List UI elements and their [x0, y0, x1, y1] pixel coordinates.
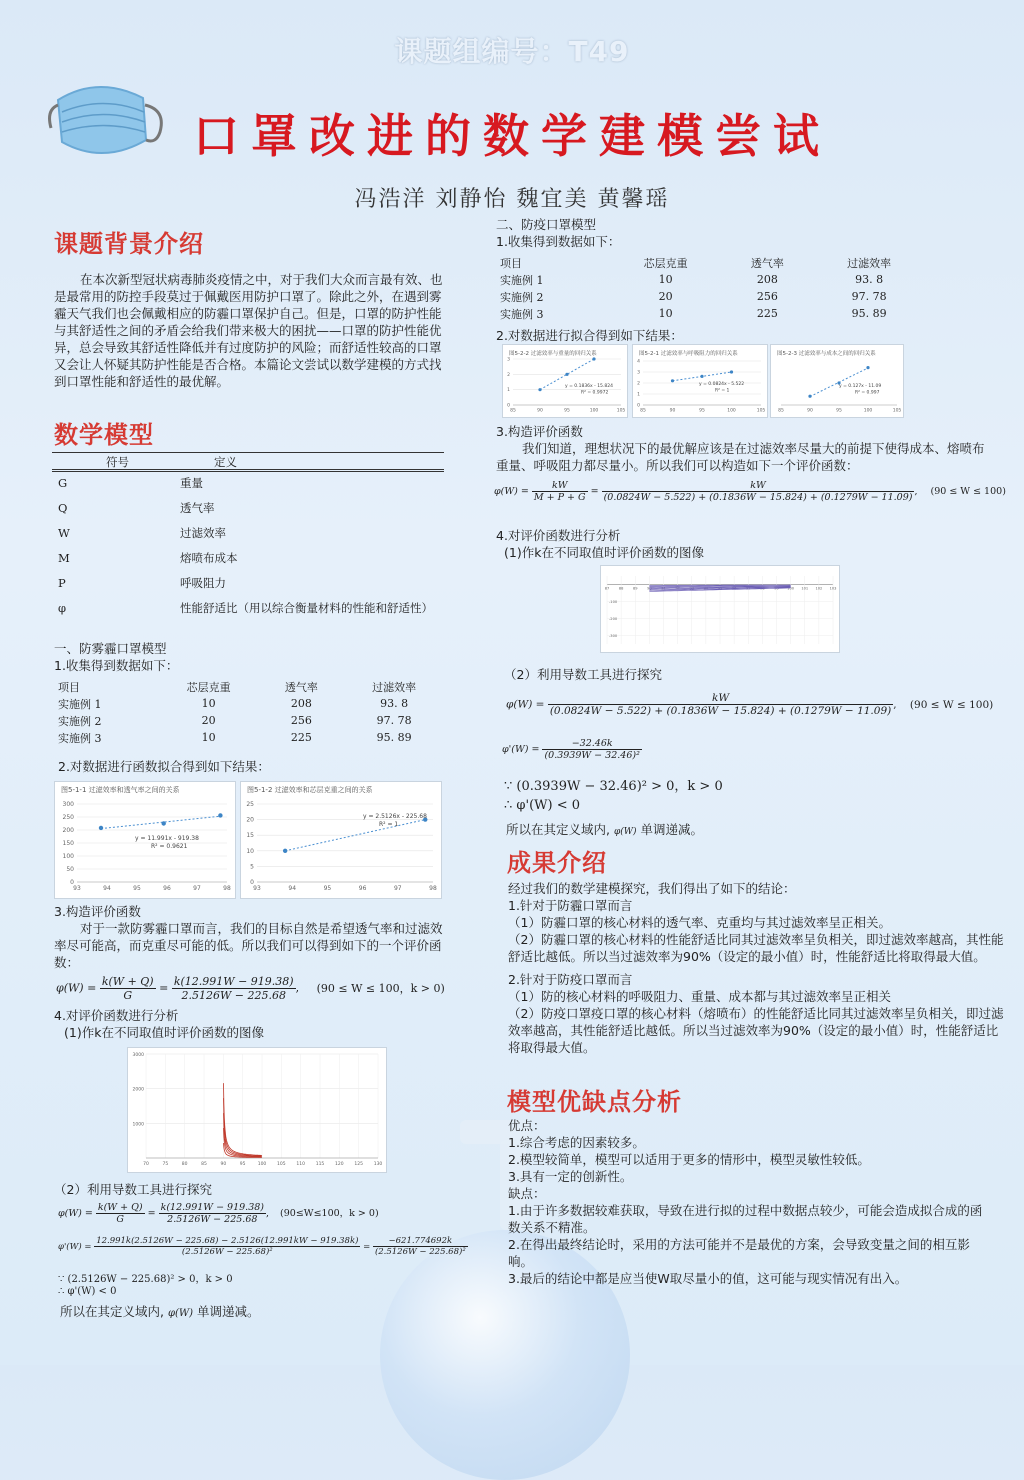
table-row — [496, 271, 926, 288]
table-cell: 实施例 3 — [58, 731, 102, 745]
evaluation-list — [508, 1117, 988, 1287]
y-tick-label: 10 — [246, 847, 254, 855]
fit-chart-cost — [770, 344, 904, 418]
table-cell: 10 — [201, 697, 216, 710]
fit-chart-weight — [240, 781, 442, 899]
data-point — [866, 366, 869, 369]
epidemic-heading: 二、防疫口罩模型 — [496, 217, 597, 232]
epidemic-derivative: φ'(W) = $\frac{-32.46k}{\text{(0.3939W − 32.46)²}}$ — [502, 738, 640, 761]
table-cell: 97. 78 — [851, 290, 887, 303]
table-cell: 256 — [756, 290, 778, 303]
smog-eval-repeat-domain: (90≤W≤100，k > 0) — [280, 1208, 379, 1219]
smog-step1: 1.收集得到数据如下： — [54, 658, 179, 673]
y-tick-label: 0 — [250, 879, 254, 886]
x-tick-label: 105 — [892, 408, 902, 414]
smog-eval-repeat-den1: G — [116, 1214, 124, 1225]
x-tick-label: 95 — [323, 885, 332, 892]
chart-title: 图5-2-3 过滤效率与成本之间的回归关系 — [777, 351, 876, 357]
table-header-cell: 项目 — [500, 256, 522, 270]
table-cell: 93. 8 — [855, 273, 884, 286]
table-cell: 实施例 2 — [500, 290, 544, 304]
table-header-cell: 透气率 — [750, 256, 784, 270]
smog-step4b: （2）利用导数工具进行探究 — [54, 1182, 212, 1197]
trend-r2: R² = 1 — [715, 388, 730, 394]
epi-d-den: (0.3939W − 32.46)² — [544, 750, 640, 761]
table-header-cell: 芯层克重 — [186, 680, 231, 694]
x-tick-label: 96 — [731, 586, 737, 591]
symbol-cell: Q — [58, 500, 68, 515]
trend-equation: y = 2.5126x - 225.68 — [363, 813, 427, 820]
pros-label: 优点： — [508, 1118, 546, 1133]
x-tick-label: 100 — [589, 408, 599, 414]
x-tick-label: 88 — [618, 586, 624, 591]
section-title-background: 课题背景介绍 — [54, 230, 204, 258]
symbol-row — [52, 520, 444, 545]
smog-step3: 3.构造评价函数 — [54, 904, 141, 919]
eval-lhs: φ(W) = — [56, 981, 97, 995]
table-cell: 20 — [658, 290, 673, 303]
x-tick-label: 95 — [836, 408, 842, 414]
y-tick-label: -300 — [609, 634, 618, 638]
x-tick-label: 97 — [745, 586, 751, 591]
data-point — [808, 395, 811, 398]
epidemic-step1: 1.收集得到数据如下： — [496, 234, 621, 249]
smog-conclusion-func: φ(W) — [167, 1308, 194, 1319]
data-point — [565, 373, 568, 376]
y-tick-label: 0 — [507, 403, 510, 409]
epi-eval-repeat-domain: (90 ≤ W ≤ 100) — [909, 698, 994, 711]
y-tick-label: 50 — [66, 866, 74, 873]
y-tick-label: 0 — [70, 879, 74, 886]
epi-d-num: −32.46k — [542, 738, 641, 750]
epi-eval-repeat-den: (0.0824W − 5.522) + (0.1836W − 15.824) + (0.1279W − 11.09) — [549, 705, 892, 717]
table-cell: 208 — [756, 273, 778, 286]
result-line: （2）防疫口罩疫口罩的核心材料（熔喷布）的性能舒适比同其过滤效率呈负相关，即过滤效率越高，其性能舒适比越低。所以当过滤效率为90%（设定的最小值）时，性能舒适比将取得最大值。 — [508, 1006, 1004, 1055]
x-tick-label: 95 — [564, 408, 570, 414]
x-tick-label: 103 — [829, 586, 837, 591]
x-tick-label: 110 — [296, 1162, 305, 1167]
x-tick-label: 85 — [510, 408, 516, 414]
fit-chart-weight-epidemic — [502, 344, 628, 418]
eval-num1: k(W + Q) — [101, 975, 154, 988]
epidemic-since: ∵ (0.3939W − 32.46)² > 0，k > 0 — [504, 779, 723, 794]
smog-eval-repeat-den2: 2.5126W − 225.68 — [167, 1214, 258, 1225]
definition-cell: 透气率 — [180, 500, 215, 515]
x-tick-label: 100 — [257, 1162, 267, 1167]
page-title: 口罩改进的数学建模尝试 — [193, 109, 831, 163]
y-tick-label: 0 — [637, 403, 640, 409]
table-cell: 实施例 1 — [500, 273, 544, 287]
authors: 冯浩洋 刘静怡 魏宜美 黄馨瑶 — [354, 187, 670, 212]
epidemic-step4a: (1)作k在不同取值时评价函数的图像 — [504, 545, 704, 560]
smog-eval-function: φ(W) = $\frac{k(W + Q)}{G}$ = $\frac{k(12.991W - 919.38)}{2.5126W - 225.68}$ , (90 ≤ W ≤ 100，k > 0) — [56, 975, 445, 1002]
x-tick-label: 85 — [201, 1162, 207, 1167]
table-row — [54, 712, 446, 729]
x-tick-label: 70 — [143, 1162, 149, 1167]
fit-chart-resistance — [632, 344, 768, 418]
trend-r2: R² = 0.9972 — [581, 390, 609, 396]
background-text: 在本次新型冠状病毒肺炎疫情之中，对于我们大众而言最有效、也是最常用的防控手段莫过于佩戴医用防护口罩了。除此之外，在遇到雾霾天气我们也会佩戴相应的防霾口罩保护自己。但是，口罩的防护性能与其舒适性之间的矛盾会给我们带来极大的困扰——口罩的防护性能优异，总会导致其舒适性降低并有过度防护的风险；而舒适性较高的口罩又会让人怀疑其防护性能是否合格。本篇论文尝试以数学建模的方式找到口罩性能和舒适性的最优解。 — [54, 272, 443, 389]
x-tick-label: 94 — [103, 885, 111, 892]
x-tick-label: 95 — [239, 1162, 246, 1167]
results-list — [508, 880, 1006, 1056]
table-header-cell: 透气率 — [284, 680, 318, 694]
y-tick-label: -100 — [609, 600, 618, 604]
smog-step2: 2.对数据进行函数拟合得到如下结果： — [58, 759, 270, 774]
smog-heading: 一、防雾霾口罩模型 — [54, 641, 167, 656]
epidemic-step2: 2.对数据进行拟合得到如下结果： — [496, 328, 683, 343]
trend-equation: y = 0.0824x - 5.522 — [699, 382, 745, 387]
x-tick-label: 98 — [223, 885, 231, 892]
y-tick-label: 150 — [62, 840, 74, 847]
table-row — [54, 729, 446, 746]
eval-den1: G — [123, 989, 133, 1002]
x-tick-label: 94 — [288, 885, 297, 892]
table-header-row — [496, 254, 926, 271]
y-tick-label: -200 — [609, 617, 618, 621]
section-title-model: 数学模型 — [54, 421, 154, 449]
x-tick-label: 102 — [815, 586, 823, 591]
epi-conclusion-func: φ(W) — [613, 827, 637, 837]
x-tick-label: 100 — [787, 586, 795, 591]
table-cell: 97. 78 — [376, 714, 412, 727]
table-header-row — [54, 678, 446, 695]
trend-equation: y = 11.991x - 919.38 — [135, 835, 199, 842]
table-cell: 10 — [658, 273, 673, 286]
x-tick-label: 93 — [253, 885, 261, 892]
symbol-header: 符号 — [106, 455, 129, 469]
x-tick-label: 89 — [632, 586, 638, 591]
smog-eval-repeat-num1: k(W + Q) — [97, 1202, 143, 1213]
x-tick-label: 90 — [220, 1162, 227, 1167]
definition-cell: 重量 — [180, 475, 203, 490]
table-cell: 95. 89 — [851, 307, 887, 320]
list-item: 2.在得出最终结论时，采用的方法可能并不是最优的方案，会导致变量之间的相互影响。 — [508, 1237, 970, 1269]
x-tick-label: 96 — [163, 885, 171, 892]
x-tick-label: 75 — [162, 1162, 169, 1167]
table-cell: 20 — [201, 714, 216, 727]
epi-conclusion-post: 单调递减。 — [640, 822, 704, 837]
y-tick-label: 3 — [507, 357, 510, 363]
epidemic-step3-text: 我们知道，理想状况下的最优解应该是在过滤效率尽量大的前提下使得成本、熔喷布重量、呼吸阻力都尽量小。所以我们可以构造如下一个评价函数： — [496, 441, 985, 473]
epi-eval-domain: (90 ≤ W ≤ 100) — [930, 486, 1006, 497]
eval-den2: 2.5126W − 225.68 — [181, 989, 286, 1002]
data-point — [283, 849, 287, 853]
x-tick-label: 80 — [181, 1162, 188, 1167]
smog-d-num2: −621.774692k — [373, 1236, 468, 1247]
smog-data-table — [54, 678, 446, 746]
definition-cell: 呼吸阻力 — [180, 575, 226, 590]
symbol-row — [52, 570, 444, 595]
epi-eval-repeat-num: kW — [548, 692, 893, 705]
table-row — [496, 305, 926, 322]
data-point — [162, 821, 166, 825]
data-point — [671, 379, 674, 382]
symbol-row — [52, 545, 444, 570]
epi-eval-den1: M + P + G — [533, 492, 586, 503]
x-tick-label: 130 — [373, 1162, 383, 1167]
smog-conclusion-pre: 所以在其定义域内, — [60, 1304, 164, 1319]
trendline — [101, 816, 220, 828]
x-tick-label: 92 — [675, 586, 680, 591]
result-line: （1）防的核心材料的呼吸阻力、重量、成本都与其过滤效率呈正相关 — [508, 989, 891, 1004]
symbol-table-header — [52, 452, 444, 472]
y-tick-label: 1 — [637, 392, 640, 398]
epidemic-data-table — [496, 254, 926, 322]
table-cell: 256 — [290, 714, 312, 727]
x-tick-label: 98 — [760, 586, 765, 591]
symbol-table — [52, 470, 444, 620]
smog-step4: 4.对评价函数进行分析 — [54, 1008, 179, 1023]
x-tick-label: 91 — [661, 586, 666, 591]
chart-title: 图5-2-2 过滤效率与重量的回归关系 — [509, 351, 597, 357]
symbol-cell: φ — [58, 600, 67, 615]
symbol-cell: P — [58, 575, 66, 590]
epidemic-step3: 3.构造评价函数 — [496, 424, 583, 439]
table-cell: 实施例 1 — [58, 697, 102, 711]
list-item: 3.具有一定的创新性。 — [508, 1169, 633, 1184]
y-tick-label: 2 — [507, 372, 510, 378]
x-tick-label: 105 — [616, 408, 626, 414]
table-row — [54, 695, 446, 712]
smog-d-den: (2.5126W − 225.68)² — [181, 1247, 273, 1257]
x-tick-label: 95 — [717, 586, 723, 591]
smog-since: ∵ (2.5126W − 225.68)² > 0，k > 0 — [58, 1274, 233, 1285]
result-line: （2）防霾口罩的核心材料的性能舒适比同其过滤效率呈负相关，即过滤效率越高，其性能舒适比越低。所以当过滤效率为90%（设定的最小值）时，性能舒适比将取得最大值。 — [508, 932, 1004, 964]
table-cell: 225 — [290, 731, 312, 744]
smog-eval-repeat-num2: k(12.991W − 919.38) — [160, 1202, 264, 1213]
symbol-row — [52, 470, 444, 495]
symbol-row — [52, 595, 444, 620]
definition-cell: 熔喷布成本 — [180, 550, 238, 565]
list-item: 1.由于许多数据较难获取，导致在进行拟的过程中数据点较少，可能会造成拟合成的函数关系不精准。 — [508, 1203, 983, 1235]
smog-eval-repeat-lhs: φ(W) = — [58, 1208, 93, 1219]
x-tick-label: 93 — [73, 885, 81, 892]
eval-domain: (90 ≤ W ≤ 100，k > 0) — [316, 981, 445, 995]
result-line: 2.针对于防疫口罩而言 — [508, 972, 633, 987]
data-point — [592, 357, 595, 360]
y-tick-label: 4 — [637, 359, 640, 365]
x-tick-label: 95 — [133, 885, 141, 892]
smog-d-num: 12.991k(2.5126W − 225.68) − 2.5126(12.991kW − 919.38k) — [96, 1236, 359, 1246]
table-cell: 95. 89 — [376, 731, 412, 744]
table-cell: 10 — [201, 731, 216, 744]
y-tick-label: 25 — [246, 801, 254, 808]
smog-step4a: (1)作k在不同取值时评价函数的图像 — [64, 1025, 264, 1040]
y-tick-label: 3 — [637, 370, 640, 376]
chart-title: 图5-2-1 过滤效率与呼吸阻力的回归关系 — [639, 351, 738, 357]
x-tick-label: 100 — [727, 408, 736, 414]
table-cell: 93. 8 — [380, 697, 409, 710]
data-point — [538, 388, 541, 391]
x-tick-label: 105 — [277, 1162, 286, 1167]
result-line: 1.针对于防霾口罩而言 — [508, 898, 633, 913]
smog-conclusion-post: 单调递减。 — [197, 1304, 260, 1319]
epidemic-conclusion — [506, 821, 703, 841]
x-tick-label: 87 — [604, 586, 610, 591]
smog-conclusion — [60, 1303, 260, 1322]
data-point — [700, 375, 703, 378]
definition-header: 定义 — [214, 455, 237, 469]
table-header-cell: 过滤效率 — [372, 680, 417, 694]
smog-therefore: ∴ φ'(W) < 0 — [58, 1286, 117, 1297]
y-tick-label: 20 — [246, 816, 254, 824]
x-tick-label: 100 — [863, 408, 873, 414]
y-tick-label: 250 — [62, 814, 74, 821]
epidemic-eval-function: φ(W) = $\frac{kW}{M + P + G}$ = $\frac{kW}{(0.0824W - 5.522) + (0.1836W - 15.824) + (0.1279W - 11.09)}$ , (90 ≤ W ≤ 100) — [494, 480, 1006, 503]
smog-step3-text: 对于一款防雾霾口罩而言，我们的目标自然是希望透气率和过滤效率尽可能高，而克重尽可能的低。所以我们可以得到如下的一个评价函数： — [54, 921, 443, 970]
x-tick-label: 94 — [703, 586, 709, 591]
smog-d-den2: (2.5126W − 225.68)² — [374, 1247, 466, 1257]
epidemic-k-curves-chart — [600, 565, 840, 653]
x-tick-label: 97 — [393, 885, 402, 892]
trend-equation: y = 0.1836x - 15.824 — [565, 384, 613, 389]
x-tick-label: 90 — [537, 408, 543, 414]
x-tick-label: 97 — [193, 885, 201, 892]
y-tick-label: 100 — [62, 853, 74, 860]
cons-label: 缺点： — [508, 1186, 546, 1201]
section-title-evaluation: 模型优缺点分析 — [507, 1088, 682, 1116]
epidemic-eval-repeat: φ(W) = $\frac{kW}{(0.0824W - 5.522) + (0.1836W - 15.824) + (0.1279W - 11.09)}$ , (90 ≤ W ≤ 100) — [506, 692, 994, 717]
x-tick-label: 125 — [354, 1162, 363, 1167]
x-tick-label: 96 — [358, 885, 367, 892]
y-tick-label: 15 — [246, 832, 254, 840]
result-line: （1）防霾口罩的核心材料的透气率、克重均与其过滤效率呈正相关。 — [508, 915, 891, 930]
topic-id: 课题组编号：T49 — [394, 35, 630, 68]
x-tick-label: 105 — [756, 408, 766, 414]
list-item: 2.模型较简单，模型可以适用于更多的情形中，模型灵敏性较低。 — [508, 1152, 870, 1167]
y-tick-label: 5 — [250, 863, 254, 871]
epi-eval-den2: (0.0824W − 5.522) + (0.1836W − 15.824) + (0.1279W − 11.09) — [603, 492, 913, 503]
table-cell: 实施例 2 — [58, 714, 102, 728]
chart-title: 图5-1-1 过滤效率和透气率之间的关系 — [61, 786, 180, 794]
epi-eval-num1: kW — [532, 480, 588, 492]
list-item: 3.最后的结论中都是应当使W取尽量小的值，这可能与现实情况有出入。 — [508, 1271, 908, 1286]
symbol-cell: W — [58, 525, 70, 540]
y-tick-label: 1000 — [132, 1122, 144, 1128]
y-tick-label: 1 — [507, 388, 510, 394]
table-header-cell: 项目 — [58, 680, 80, 694]
y-tick-label: 3000 — [132, 1053, 144, 1058]
table-header-cell: 芯层克重 — [643, 256, 688, 270]
y-tick-label: 300 — [62, 801, 74, 808]
y-tick-label: 2 — [637, 381, 640, 387]
smog-derivative: φ'(W) = $\frac{12.991k(2.5126W - 225.68) - 2.5126(12.991kW - 919.38k)}{\text{(2.5126W − 225.68)²}}$ = $\frac{-621.774692k}{\text{(2.5126W − 225.68)²}}$ — [58, 1236, 466, 1257]
data-point — [730, 370, 733, 373]
symbol-cell: G — [58, 475, 68, 490]
fit-chart-airflow — [54, 781, 236, 899]
symbol-row — [52, 495, 444, 520]
table-cell: 10 — [658, 307, 673, 320]
epidemic-step4b: （2）利用导数工具进行探究 — [504, 667, 662, 682]
chart-title: 图5-1-2 过滤效率和芯层克重之间的关系 — [247, 786, 373, 794]
x-tick-label: 120 — [335, 1162, 344, 1167]
x-tick-label: 90 — [669, 408, 676, 414]
x-tick-label: 95 — [699, 408, 705, 414]
list-item: 1.综合考虑的因素较多。 — [508, 1135, 645, 1150]
eval-num2: k(12.991W − 919.38) — [173, 975, 294, 988]
x-tick-label: 93 — [689, 586, 695, 591]
data-point — [218, 813, 222, 817]
symbol-cell: M — [58, 550, 70, 565]
trend-equation: y = 0.127x - 11.09 — [839, 384, 882, 389]
table-header-cell: 过滤效率 — [847, 256, 892, 270]
y-tick-label: 200 — [62, 827, 74, 834]
trend-r2: R² = 0.997 — [855, 390, 880, 396]
x-tick-label: 115 — [315, 1162, 325, 1167]
table-cell: 实施例 3 — [500, 307, 544, 321]
x-tick-label: 90 — [647, 586, 652, 591]
table-cell: 208 — [290, 697, 312, 710]
data-point — [99, 826, 103, 830]
epidemic-step4: 4.对评价函数进行分析 — [496, 528, 621, 543]
result-line: 经过我们的数学建模探究，我们得出了如下的结论： — [508, 881, 796, 896]
smog-eval-repeat: φ(W) = $\frac{k(W + Q)}{G}$ = $\frac{k(12.991W - 919.38)}{2.5126W - 225.68}$ , (90≤W≤100，k > 0) — [58, 1202, 379, 1225]
x-tick-label: 101 — [801, 586, 809, 591]
x-tick-label: 85 — [778, 408, 784, 414]
epidemic-therefore: ∴ φ'(W) < 0 — [504, 798, 581, 813]
trend-r2: R² = 1 — [379, 821, 399, 828]
x-tick-label: 98 — [429, 885, 437, 892]
smog-k-curves-chart — [127, 1047, 387, 1173]
section-title-results: 成果介绍 — [507, 849, 607, 877]
table-cell: 225 — [756, 307, 778, 320]
x-tick-label: 99 — [774, 586, 779, 591]
table-row — [496, 288, 926, 305]
trend-r2: R² = 0.9621 — [151, 843, 188, 850]
definition-cell: 过滤效率 — [180, 525, 226, 540]
epi-conclusion-pre: 所以在其定义域内, — [506, 822, 610, 837]
x-tick-label: 85 — [640, 408, 646, 414]
y-tick-label: 2000 — [132, 1087, 144, 1093]
epi-eval-num2: kW — [602, 480, 915, 492]
definition-cell: 性能舒适比（用以综合衡量材料的性能和舒适性） — [180, 600, 433, 615]
x-tick-label: 90 — [807, 408, 813, 414]
